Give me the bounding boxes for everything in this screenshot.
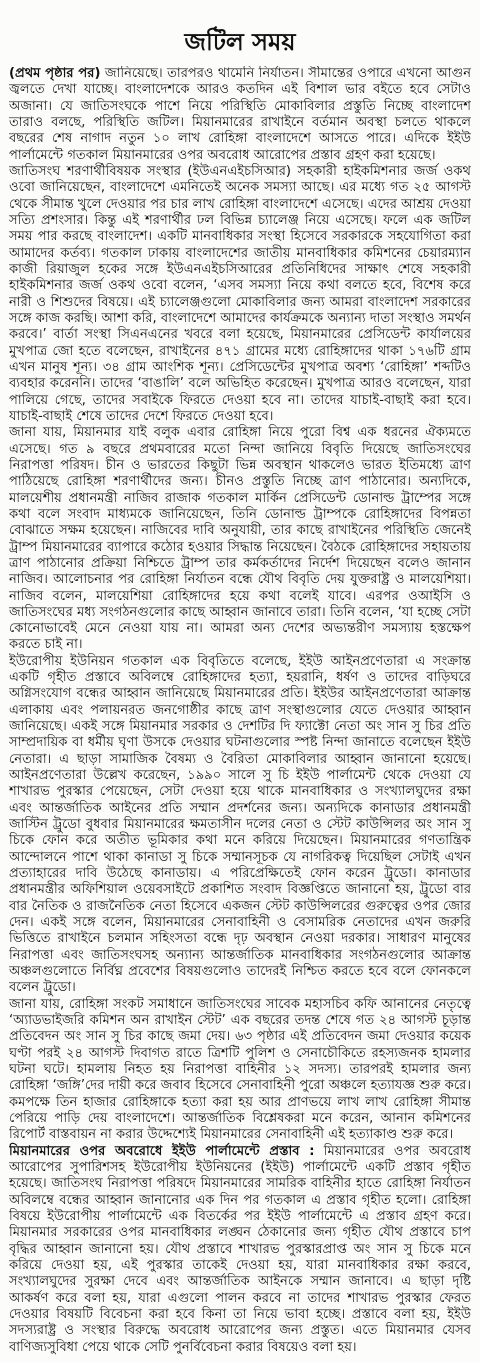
article-paragraph [9, 164, 471, 425]
paragraph-text: মিয়ানমারের ওপর অবরোধ আরোপের সুপারিশসহ ইউরোপীয় ইউনিয়নের (ইইউ) পার্লামেন্টে একটি প্রস্তাব গৃহীত হয়েছে। জাতিসংঘ নিরাপত্তা পরিষদে মিয়ানমারের সামরিক বাহিনীর হাতে রোহিঙ্গা নির্যাতন অবিলম্বে বন্ধের আহ্বান জানানোর এক দিন পর গতকাল এ প্রস্তাব গৃহীত হলো। রোহিঙ্গা বিষয়ে ইউরোপীয় পার্লামেন্টে এক বিতর্কের পর ইইউ পার্লামেন্টে এ প্রস্তাব গ্রহণ করে। মিয়ানমার সরকারের ওপর মানবাধিকার লঙ্ঘন ঠেকানোর জন্য গৃহীত যৌথ প্রস্তাবে চাপ বৃদ্ধির আহ্বান জানানো হয়। যৌথ প্রস্তাবে শাখারভ পুরস্কারপ্রাপ্ত অং সান সু চিকে মনে করিয়ে দেওয়া হয়, এই পুরস্কার তাকেই দেওয়া হয়, যারা মানবাধিকার রক্ষা করবে, সংখ্যালঘুদের সুরক্ষা দেবে এবং আন্তর্জাতিক আইনকে সম্মান জানাবে। এ ছাড়া দৃষ্টি আকর্ষণ করে বলা হয়, যারা এগুলো পালন করবে না তাদের শাখারভ পুরস্কার ফেরত দেওয়ার বিষয়টি বিবেচনা করা হবে কিনা তা নিয়ে ভাবা হচ্ছে। প্রস্তাবে বলা হয়, ইইউ সদস্যরাষ্ট্র ও সংস্থার বিরুদ্ধে অবরোধ আরোপের জন্য প্রস্তুত। এতে মিয়ানমার যেসব বাণিজ্যসুবিধা পেয়ে থাকে সেটি পুনর্বিবেচনা করার বিষয়েও বলা হয়। [9, 1143, 471, 1355]
paragraph-lead: মিয়ানমারের ওপর অবরোধে ইইউ পার্লামেন্টে প্রস্তাব : [9, 1143, 315, 1159]
paragraph-text: জাতিসংঘ শরণার্থীবিষয়ক সংস্থার (ইউএনএইচসিআর) সহকারী হাইকমিশনার জর্জ ওকথ ওবো জানিয়েছেন, বাংলাদেশে এমনিতেই অনেক সমস্যা আছে। এর মধ্যে গত ২৫ আগস্ট থেকে সীমান্ত খুলে দেওয়ার পর চার লাখ রোহিঙ্গা বাংলাদেশে এসেছে। এদের আশ্রয় দেওয়া সত্যি প্রশংসার। কিন্তু এই শরণার্থীর ঢল বিভিন্ন চ্যালেঞ্জ নিয়ে এসেছে। ফলে এক জটিল সময় পার করছে বাংলাদেশ। একটি মানবাধিকার সংস্থা হিসেবে সরকারকে সহযোগিতা করা আমাদের কর্তব্য। গতকাল ঢাকায় বাংলাদেশের জাতীয় মানবাধিকার কমিশনের চেয়ারম্যান কাজী রিয়াজুল হকের সঙ্গে ইউএনএইচসিআরের প্রতিনিধিদের সাক্ষাৎ শেষে সহকারী হাইকমিশনার জর্জ ওকথ ওবো বলেন, ‘এসব সমস্যা নিয়ে কথা বলতে হবে, বিশেষ করে নারী ও শিশুদের বিষয়ে। এই চ্যালেঞ্জগুলো মোকাবিলার জন্য আমরা বাংলাদেশ সরকারের সঙ্গে কাজ করছি। আশা করি, বাংলাদেশে আমাদের কার্যক্রমকে অন্যান্য দাতা সংস্থাও সমর্থন করবে।’ বার্তা সংস্থা সিএনএনের খবরে বলা হয়েছে, মিয়ানমারের প্রেসিডেন্ট কার্যালয়ের মুখপাত্র জো হতে বলেছেন, রাখাইনের ৪৭১ গ্রামের মধ্যে রোহিঙ্গাদের থাকা ১৭৬টি গ্রাম এখন মানুষ শূন্য। ৩৪ গ্রাম আংশিক শূন্য। প্রেসিডেন্টের মুখপাত্র অবশ্য ‘রোহিঙ্গা’ শব্দটিও ব্যবহার করেননি। তাদের ‘বাঙালি’ বলে অভিহিত করেছেন। মুখপাত্র আরও বলেছেন, যারা পালিয়ে গেছে, তাদের সবাইকে ফিরতে দেওয়া হবে না। তাদের যাচাই-বাছাই করা হবে। যাচাই-বাছাই শেষে তাদের দেশে ফিরতে দেওয়া হবে। [9, 163, 471, 424]
article-title: জটিল সময় [184, 28, 296, 56]
article-paragraph [9, 997, 471, 1144]
article-paragraph [9, 1144, 471, 1356]
article-paragraph [9, 654, 471, 997]
article-body [9, 66, 471, 1356]
article-paragraph [9, 425, 471, 654]
paragraph-text: ইউরোপীয় ইউনিয়ন গতকাল এক বিবৃতিতে বলেছে, ইইউ আইনপ্রণেতারা এ সংক্রান্ত একটি গৃহীত প্রস্তাবে অবিলম্বে রোহিঙ্গাদের হত্যা, হয়রানি, ধর্ষণ ও তাদের বাড়িঘরে অগ্নিসংযোগ বন্ধের আহ্বান জানিয়েছে মিয়ানমারের প্রতি। ইইউর আইনপ্রণেতারা আক্রান্ত এলাকায় এবং পলায়নরত জনগোষ্ঠীর কাছে ত্রাণ সংস্থাগুলোর যেতে দেওয়ার আহ্বান জানিয়েছে। একই সঙ্গে মিয়ানমার সরকার ও দেশটির দি ফ্যাক্টো নেতা অং সান সু চির প্রতি সাম্প্রদায়িক বা ধর্মীয় ঘৃণা উসকে দেওয়ার ঘটনাগুলোর স্পষ্ট নিন্দা জানাতে বলেছেন ইইউ নেতারা। এ ছাড়া সামাজিক বৈষম্য ও বৈরিতা মোকাবিলার আহ্বান জানানো হয়েছে। আইনপ্রণেতারা উল্লেখ করেছেন, ১৯৯০ সালে সু চি ইইউ পার্লামেন্ট থেকে দেওয়া যে শাখারভ পুরস্কার পেয়েছেন, সেটা দেওয়া হয়ে থাকে মানবাধিকার ও সংখ্যালঘুদের রক্ষা এবং আন্তর্জাতিক আইনের প্রতি সম্মান প্রদর্শনের জন্য। অন্যদিকে কানাডার প্রধানমন্ত্রী জাস্টিন ট্রুডো বুধবার মিয়ানমারের ক্ষমতাসীন দলের নেতা ও স্টেট কাউন্সিলর অং সান সু চিকে ফোন করে অতীত ভূমিকার কথা মনে করিয়ে দিয়েছেন। মিয়ানমারের গণতান্ত্রিক আন্দোলনে পাশে থাকা কানাডা সু চিকে সম্মানসূচক যে নাগরিকত্ব দিয়েছিল সেটাই এখন প্রত্যাহারের দাবি উঠেছে কানাডায়। এ পরিপ্রেক্ষিতেই ফোন করেন ট্রুডো। কানাডার প্রধানমন্ত্রীর অফিশিয়াল ওয়েবসাইটে প্রকাশিত সংবাদ বিজ্ঞপ্তিতে জানানো হয়, ট্রুডো বার বার নৈতিক ও রাজনৈতিক নেতা হিসেবে একজন স্টেট কাউন্সিলরের গুরুত্বের ওপর জোর দেন। একই সঙ্গে বলেন, মিয়ানমারের সেনাবাহিনী ও বেসামরিক নেতাদের এখন জরুরি ভিত্তিতে রাখাইনে চলমান সহিংসতা বন্ধে দৃঢ় অবস্থান নেওয়া দরকার। সাধারণ মানুষের নিরাপত্তা এবং জাতিসংঘসহ অন্যান্য আন্তর্জাতিক মানবাধিকার সংগঠনগুলোর আক্রান্ত অঞ্চলগুলোতে নির্বিঘ্ন প্রবেশের বিষয়গুলোও তাদেরই নিশ্চিত করতে হবে বলে ফোনকলে বলেন ট্রুডো। [9, 653, 471, 996]
paragraph-text: জানা যায়, মিয়ানমার যাই বলুক এবার রোহিঙ্গা নিয়ে পুরো বিশ্ব এক ধরনের ঐক্যমতে এসেছে। গত ৯ বছরে প্রথমবারের মতো নিন্দা জানিয়ে বিবৃতি দিয়েছে জাতিসংঘের নিরাপত্তা পরিষদ। চীন ও ভারতের কিছুটা ভিন্ন অবস্থান থাকলেও ভারত ইতিমধ্যে ত্রাণ পাঠিয়েছে রোহিঙ্গা শরণার্থীদের জন্য। চীনও প্রস্তুতি নিচ্ছে ত্রাণ পাঠানোর। অন্যদিকে, মালয়েশীয় প্রধানমন্ত্রী নাজিব রাজাক গতকাল মার্কিন প্রেসিডেন্ট ডোনাল্ড ট্রাম্পের সঙ্গে কথা বলে সংবাদ মাধ্যমকে জানিয়েছেন, তিনি ডোনাল্ড ট্রাম্পকে রোহিঙ্গাদের বিপন্নতা বোঝাতে সক্ষম হয়েছেন। নাজিবের দাবি অনুযায়ী, তার কাছে রাখাইনের পরিস্থিতি জেনেই ট্রাম্প মিয়ানমারের ব্যাপারে কঠোর হওয়ার সিদ্ধান্ত নিয়েছেন। বৈঠকে রোহিঙ্গাদের সহায়তায় ত্রাণ পাঠানোর প্রক্রিয়া নিশ্চিতে ট্রাম্প তার কর্মকর্তাদের নির্দেশ দিয়েছেন বলেও জানান নাজিব। আলোচনার পর রোহিঙ্গা নির্যাতন বন্ধে যৌথ বিবৃতি দেয় যুক্তরাষ্ট্র ও মালয়েশিয়া। নাজিব বলেন, মালয়েশিয়া রোহিঙ্গাদের হয়ে কথা বলেই যাবে। এরপর ওআইসি ও জাতিসংঘের মধ্য সংগঠনগুলোর কাছে আহ্বান জানাবে তারা। তিনি বলেন, ‘যা হচ্ছে সেটা কোনোভাবেই মেনে নেওয়া যায় না। আমরা অন্য দেশের অভ্যন্তরীণ সমস্যায় হস্তক্ষেপ করতে চাই না। [9, 425, 471, 653]
article-paragraph [9, 66, 471, 164]
paragraph-lead: (প্রথম পৃষ্ঠার পর) [9, 66, 101, 81]
paragraph-text: জানিয়েছে। তারপরও থামেনি নির্যাতন। সীমান্তের ওপারে এখনো আগুন জ্বলতে দেখা যাচ্ছে। বাংলাদেশকে আরও কতদিন এই বিশাল ভার বইতে হবে সেটাও অজানা। যে জাতিসংঘকে পাশে নিয়ে পরিস্থিতি মোকাবিলার প্রস্তুতি নিচ্ছে বাংলাদেশ তারাও বলছে, পরিস্থিতি জটিল। মিয়ানমারের রাখাইনে বর্তমান অবস্থা চলতে থাকলে বছরের শেষ নাগাদ নতুন ১০ লাখ রোহিঙ্গা বাংলাদেশে আসতে পারে। এদিকে ইইউ পার্লামেন্টে গতকাল মিয়ানমারের ওপর অবরোধ আরোপের প্রস্তাব গ্রহণ করা হয়েছে। [9, 66, 471, 163]
paragraph-text: জানা যায়, রোহিঙ্গা সংকট সমাধানে জাতিসংঘের সাবেক মহাসচিব কফি আনানের নেতৃত্বে ‘অ্যাডভাইজরি কমিশন অন রাখাইন স্টেট’ এক বছরের তদন্ত শেষে গত ২৪ আগস্ট চূড়ান্ত প্রতিবেদন অং সান সু চির কাছে জমা দেয়। ৬৩ পৃষ্ঠার এই প্রতিবেদন জমা দেওয়ার কয়েক ঘণ্টা পরই ২৪ আগস্ট দিবাগত রাতে ত্রিশটি পুলিশ ও সেনাচৌকিতে রহস্যজনক হামলার ঘটনা ঘটে। হামলায় নিহত হয় নিরাপত্তা বাহিনীর ১২ সদস্য। তারপরই হামলার জন্য রোহিঙ্গা ‘জঙ্গি’দের দায়ী করে জবাব হিসেবে সেনাবাহিনী পুরো অঞ্চলে হত্যাযজ্ঞ শুরু করে। কমপক্ষে তিন হাজার রোহিঙ্গাকে হত্যা করা হয় আর প্রাণভয়ে লাখ লাখ রোহিঙ্গা সীমান্ত পেরিয়ে পাড়ি দেয় বাংলাদেশে। আন্তর্জাতিক বিশ্লেষকরা মনে করেন, আনান কমিশনের রিপোর্ট বাস্তবায়ন না করার উদ্দেশ্যেই মিয়ানমারের সেনাবাহিনী এই হত্যাকাণ্ড শুরু করে। [9, 996, 471, 1143]
